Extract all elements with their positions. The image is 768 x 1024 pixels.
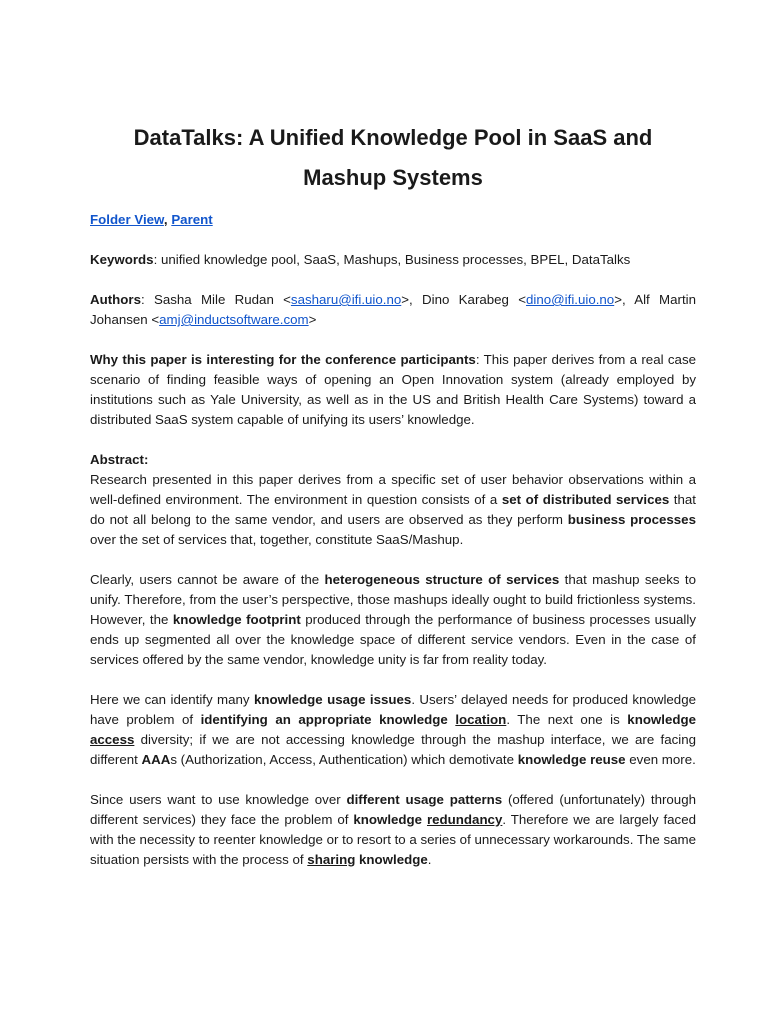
emphasis-text: heterogeneous structure of services bbox=[324, 572, 560, 587]
why-text: : This paper derives from a real case scenario of finding feasible ways of opening an Open Innovation system (already employed by institutions such as Yale University, as well as in the US and British Health Care Systems) toward a distributed SaaS system capable of unifying its users’ knowledge. bbox=[90, 352, 696, 427]
authors-text: >, Dino Karabeg < bbox=[401, 292, 527, 307]
abstract-paragraph-4 bbox=[90, 790, 696, 870]
emphasis-text: knowledge reuse bbox=[517, 752, 626, 767]
body-text: diversity; if we are not accessing knowledge through the mashup interface, we are facing different bbox=[90, 732, 696, 767]
authors-text: > bbox=[308, 312, 317, 327]
body-text: . bbox=[427, 852, 432, 867]
authors-text: : Sasha Mile Rudan < bbox=[140, 292, 291, 307]
email-link-rudan[interactable]: sasharu@ifi.uio.no bbox=[290, 292, 402, 307]
emphasis-text: business processes bbox=[567, 512, 696, 527]
authors-paragraph bbox=[90, 290, 696, 330]
body-text: . Therefore we are largely faced with the necessity to reenter knowledge or to resort to a series of unnecessary workarounds. The same situation persists with the process of bbox=[90, 812, 696, 867]
keywords-text: : unified knowledge pool, SaaS, Mashups, Business processes, BPEL, DataTalks bbox=[153, 252, 631, 267]
body-text: (offered (unfortunately) through different services) they face the problem of bbox=[90, 792, 696, 827]
body-text: even more. bbox=[625, 752, 696, 767]
emphasis-text: AAA bbox=[141, 752, 171, 767]
nav-links bbox=[90, 210, 696, 230]
body-text: Since users want to use knowledge over bbox=[90, 792, 347, 807]
abstract-heading: Abstract: bbox=[90, 452, 149, 467]
underlined-emphasis-text: access bbox=[90, 732, 135, 747]
keywords-paragraph bbox=[90, 250, 696, 270]
body-text: . The next one is bbox=[506, 712, 628, 727]
emphasis-text: knowledge footprint bbox=[172, 612, 301, 627]
body-text: over the set of services that, together, constitute SaaS/Mashup. bbox=[90, 532, 464, 547]
body-text: s (Authorization, Access, Authentication) which demotivate bbox=[170, 752, 518, 767]
emphasis-text: knowledge bbox=[355, 852, 428, 867]
parent-link[interactable]: Parent bbox=[171, 212, 213, 227]
email-link-johansen[interactable]: amj@inductsoftware.com bbox=[159, 312, 309, 327]
abstract-paragraph-1 bbox=[90, 470, 696, 550]
why-label: Why this paper is interesting for the conference participants bbox=[90, 352, 476, 367]
folder-view-link[interactable]: Folder View bbox=[90, 212, 164, 227]
abstract-paragraph-2 bbox=[90, 570, 696, 670]
body-text: Clearly, users cannot be aware of the bbox=[90, 572, 325, 587]
emphasis-text: set of distributed services bbox=[501, 492, 670, 507]
body-text: Here we can identify many bbox=[90, 692, 254, 707]
emphasis-text: knowledge bbox=[627, 712, 697, 727]
authors-text: >, Alf Martin Johansen < bbox=[90, 292, 696, 327]
underlined-emphasis-text: sharing bbox=[307, 852, 356, 867]
body-text: . Users’ delayed needs for produced knowledge have problem of bbox=[90, 692, 696, 727]
emphasis-text: identifying an appropriate knowledge bbox=[200, 712, 456, 727]
underlined-emphasis-text: redundancy bbox=[426, 812, 503, 827]
keywords-label: Keywords bbox=[90, 252, 154, 267]
underlined-emphasis-text: location bbox=[455, 712, 507, 727]
body-text: Research presented in this paper derives from a specific set of user behavior observations within a well-defined environment. The environment in question consists of a bbox=[90, 472, 696, 507]
emphasis-text: knowledge bbox=[353, 812, 427, 827]
page-title: DataTalks: A Unified Knowledge Pool in SaaS and Mashup Systems bbox=[133, 125, 653, 190]
abstract-paragraph-3 bbox=[90, 690, 696, 770]
why-paragraph bbox=[90, 350, 696, 430]
document-page bbox=[90, 118, 696, 890]
emphasis-text: different usage patterns bbox=[346, 792, 503, 807]
email-link-karabeg[interactable]: dino@ifi.uio.no bbox=[526, 292, 615, 307]
emphasis-text: knowledge usage issues bbox=[253, 692, 412, 707]
authors-label: Authors bbox=[90, 292, 141, 307]
body-text: produced through the performance of business processes usually ends up segmented all over the knowledge space of different service vendors. Even in the case of services offered by the same vendor, knowledge unity is far from reality today. bbox=[90, 612, 696, 667]
body-text: that do not all belong to the same vendor, and users are observed as they perform bbox=[90, 492, 696, 527]
nav-separator: , bbox=[163, 212, 168, 227]
body-text: that mashup seeks to unify. Therefore, from the user’s perspective, those mashups ideally ought to build frictionless systems. However, the bbox=[90, 572, 697, 627]
